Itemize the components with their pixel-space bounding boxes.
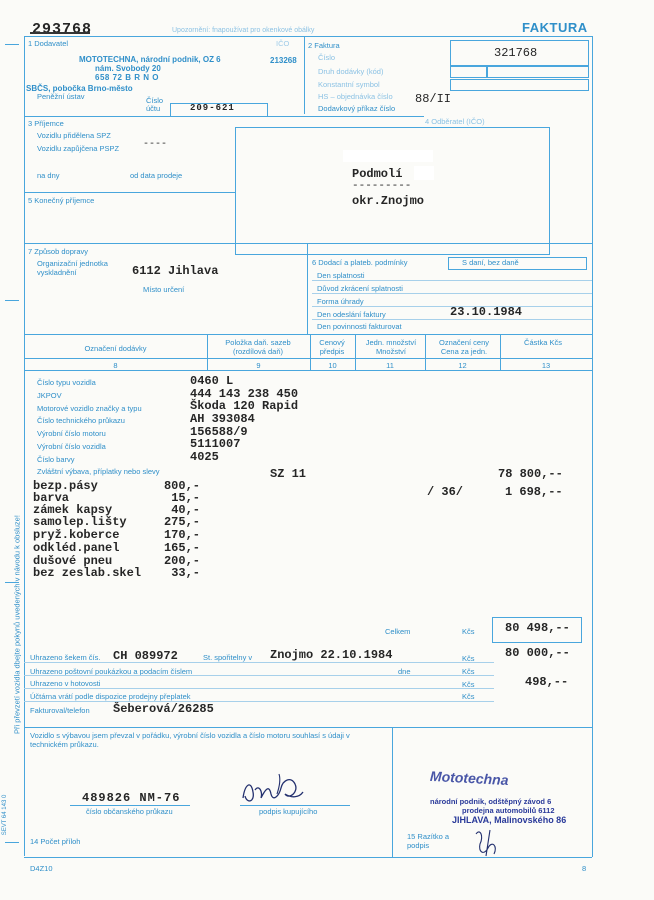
header-note: Upozornění: fnapoužívat pro okenkové obálky [172,27,315,34]
total-currency: Kčs [462,627,475,636]
totals-line-1 [24,662,494,663]
sent-label: Den odeslání faktury [317,310,386,319]
rule-top [24,36,592,37]
reason-label: Důvod zkrácení splatnosti [317,284,403,293]
extra-name-4: pryž.koberce [33,528,120,542]
extra-name-5: odkléd.panel [33,541,120,555]
cash-currency: Kčs [462,680,475,689]
extra-name-3: samolep.lišty [33,515,127,529]
rule-370 [24,370,592,371]
refund-amount: 498,-- [525,675,569,689]
supplier-name-1: MOTOTECHNA, národní podnik, OZ 6 [79,55,221,64]
stamp-line-0: Mototechna [429,767,509,789]
ico-label: IČO [276,39,290,48]
refund-currency: Kčs [462,692,475,701]
cash-label: Uhrazeno v hotovosti [30,679,101,688]
totals-line-3 [24,688,494,689]
page-mark: 8 [582,864,587,873]
field-label-brand: Motorové vozidlo značky a typu [37,404,142,413]
rule-727 [24,727,592,728]
sent-value: 23.10.1984 [450,305,523,319]
supplier-section-label: 1 Dodavatel [28,39,69,48]
postal-day-label: dne [398,667,411,676]
field-value-brand: Škoda 120 Rapid [190,399,299,413]
customer-line1: Podmolí [352,167,403,181]
extra-name-6: dušové pneu [33,554,113,568]
invoice-section-label: 2 Faktura [308,41,340,50]
doc-number-strike [30,32,90,34]
field-label-jkpov: JKPOV [37,391,62,400]
invoice-number-label: Číslo [318,53,336,62]
unit-label-1: Organizační jednotka [37,259,108,268]
supplier-name-3: 658 72 B R N O [95,73,159,82]
customer-redaction [343,150,433,162]
extra-price-1: 15,- [171,491,200,505]
recipient-section-label: 3 Příjemce [28,119,64,128]
tax-label: S daní, bez daně [462,258,519,267]
postal-label: Uhrazeno poštovní poukázkou a podacím číslem [30,667,193,676]
col-num-13: 13 [541,361,551,370]
col-header-8: Označení dodávky [84,344,147,353]
stamp-line-2: prodejna automobilů 6112 [462,806,555,815]
cheque-label: Uhrazeno šekem čís. [30,653,101,662]
invoiced-label: Fakturoval/telefon [30,706,90,715]
col-num-11: 11 [386,361,394,370]
extra-name-0: bezp.pásy [33,479,98,493]
destination-label: Místo určení [143,285,185,294]
customer-line2: --------- [352,180,412,192]
paid-cheque-amount: 80 000,-- [505,646,570,660]
col-header-12: Označení ceny Cena za jedn. [438,338,490,356]
refund-label: Účtárna vrátí podle dispozice prodejny přeplatek [30,692,191,701]
col-num-9: 9 [256,361,261,370]
field-label-vin: Výrobní číslo vozidla [37,442,106,451]
delivery-type-box-2 [487,66,589,78]
total-amount: 80 498,-- [505,621,570,635]
price-note: / 36/ [427,485,464,499]
rule-358 [24,358,592,359]
extras-label: Zvláštní výbava, příplatky nebo slevy [37,467,160,476]
account-number: 209-621 [190,103,235,113]
field-label-color: Číslo barvy [37,455,75,464]
col-num-8: 8 [113,361,118,370]
extra-price-3: 275,- [163,515,200,529]
unit-value: 6112 Jihlava [132,264,219,278]
unit-label-2: vyskladnění [37,268,77,277]
col-header-10: Cenový předpis [319,338,345,356]
rule-mid-top [304,36,305,114]
due-label: Den splatnosti [317,271,365,280]
delivery-type-box [450,66,487,78]
supplier-bank: SBČS, pobočka Brno-město [26,84,133,93]
side-note: Při převzetí vozidla dbejte pokynů uvedených v návodu k obsluze! [12,515,22,734]
extra-name-7: bez zeslab.skel [33,566,142,580]
rule-192 [24,192,235,193]
spz-lent-label: Vozidlu zapůjčena PSPZ [37,144,120,153]
tick-1 [5,44,19,45]
signature-label: podpis kupujícího [259,807,318,816]
rule-right [592,36,593,857]
field-value-color: 4025 [190,450,219,464]
order-label: Dodavkový příkaz číslo [318,104,396,113]
cheque-currency: Kčs [462,654,475,663]
stamp-label: 15 Razítko a podpis [407,832,450,850]
savings-bank-label: St. spořitelny v [203,653,253,662]
customer-section-label: 4 Odběratel (IČO) [425,117,485,126]
base-amount: 78 800,-- [498,467,563,481]
stamp-line-3: JIHLAVA, Malinovského 86 [452,815,567,825]
extra-name-1: barva [33,491,70,505]
hs-label: HS – objednávka číslo [318,92,393,101]
buyer-signature [235,770,325,810]
signature-line [240,805,350,806]
field-value-vin: 5111007 [190,437,241,451]
extra-price-0: 800,- [163,479,200,493]
extra-price-4: 170,- [163,528,200,542]
rule-footer-mid [392,727,393,858]
id-card-number: 489826 NM-76 [82,791,181,805]
field-value-jkpov: 444 143 238 450 [190,387,299,401]
invoice-number: 321768 [494,46,538,60]
tick-2 [5,300,19,301]
spz-assigned-label: Vozidlu přidělena SPZ [37,131,111,140]
id-card-label: číslo občanského průkazu [86,807,173,816]
form-code: D4Z10 [30,864,53,873]
extras-amount: 1 698,-- [505,485,563,499]
doc-number: 293768 [32,21,93,38]
extra-price-2: 40,- [171,503,200,517]
hs-value: 88/II [415,92,452,106]
col-num-12: 12 [458,361,467,370]
extra-name-2: zámek kapsy [33,503,113,517]
supplier-ico: 213268 [270,56,297,65]
transport-section-label: 7 Způsob dopravy [28,247,89,256]
terms-line-3 [312,306,592,307]
extra-price-7: 33,- [171,566,200,580]
customer-redaction-2 [414,166,434,180]
on-days-label: na dny [37,171,60,180]
rule-left [24,36,25,856]
rule-mid-6 [307,243,308,335]
delivery-type-label: Druh dodávky (kód) [318,67,384,76]
tax-rate: SZ 11 [270,467,307,481]
stamp-line-1: národní podnik, odštěpný závod 6 [430,797,552,806]
side-code: SEVT 64 143 0 [2,794,8,836]
col-num-10: 10 [328,361,337,370]
col-header-9: Položka daň. sazeb (rozdílová daň) [225,338,291,356]
supplier-name-2: nám. Svobody 20 [95,64,161,73]
from-sale-label: od data prodeje [130,171,183,180]
attachments-label: 14 Počet příloh [30,837,81,846]
spz-value: ---- [143,139,168,150]
const-symbol-box [450,79,589,91]
terms-line-1 [312,280,592,281]
terms-line-4 [312,319,592,320]
field-value-type: 0460 L [190,374,234,388]
savings-bank-place: Znojmo 22.10.1984 [270,648,393,662]
cheque-number: CH 089972 [113,649,178,663]
seller-signature [470,826,510,860]
terms-section-label: 6 Dodací a plateb. podmínky [312,258,408,267]
terms-line-2 [312,293,592,294]
rule-333 [24,334,592,335]
bank-label: Peněžní ústav [37,92,85,101]
duty-label: Den povinnosti fakturovat [317,322,402,331]
totals-line-2 [24,675,494,676]
account-label: Číslo účtu [146,96,164,113]
id-card-line [70,805,190,806]
col-header-13: Částka Kčs [524,338,562,347]
field-value-engine: 156588/9 [190,425,248,439]
extra-price-5: 165,- [163,541,200,555]
field-label-engine: Výrobní číslo motoru [37,429,106,438]
invoiced-by: Šeberová/26285 [113,702,214,716]
field-value-tech: AH 393084 [190,412,255,426]
field-label-tech: Číslo technického průkazu [37,416,125,425]
field-label-type: Číslo typu vozidla [37,378,96,387]
postal-currency: Kčs [462,667,475,676]
totals-line-4 [24,701,494,702]
customer-line3: okr.Znojmo [352,194,425,208]
total-label: Celkem [385,627,411,636]
invoice-title: FAKTURA [522,20,588,35]
const-symbol-label: Konstantní symbol [318,80,380,89]
payment-label: Forma úhrady [317,297,364,306]
final-recipient-label: 5 Konečný příjemce [28,196,95,205]
extra-price-6: 200,- [163,554,200,568]
acceptance-text: Vozidlo s výbavou jsem převzal v pořádku, výrobní číslo vozidla a číslo motoru souhlasí s údaji v technickém průkazu. [30,731,350,749]
col-header-11: Jedn. množství Množství [365,338,417,356]
